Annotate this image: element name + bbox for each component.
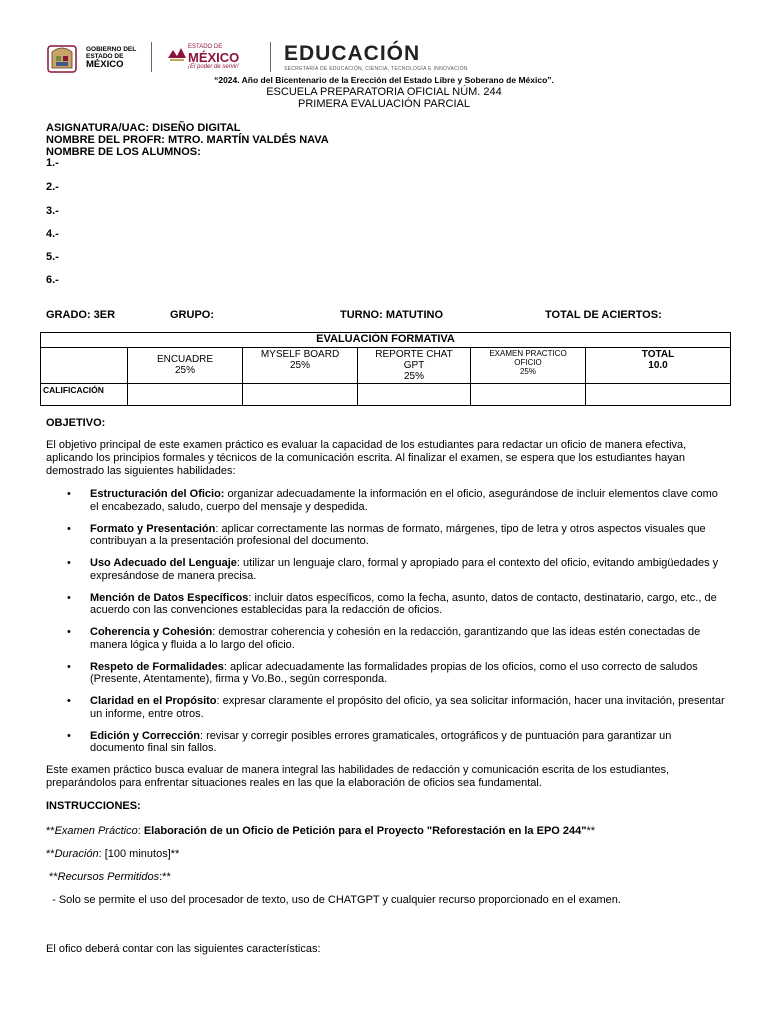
grade-cell[interactable]: [128, 384, 243, 406]
bullet-title: Edición y Corrección: [90, 729, 201, 742]
resources-label: Recursos Permitidos: [57, 871, 160, 883]
table-header-total: [586, 348, 731, 384]
objective-closing: Este examen práctico busca evaluar de manera integral las habilidades de redacción y comunicación escrita de los estudiantes, preparándolos para enfrentar situaciones reales en las que la elaboración de oficios sea fundamental.: [46, 764, 670, 789]
header-logos: [46, 40, 736, 76]
exam-title-text: Elaboración de un Oficio de Petición para el Proyecto "Reforestación en la EPO 244": [143, 825, 587, 837]
table-header-encuadre: [128, 348, 243, 384]
student-slot: 2.-: [46, 181, 59, 193]
student-slot: 6.-: [46, 274, 59, 286]
evaluation-table-title: EVALUACIÓN FORMATIVA: [41, 333, 731, 348]
table-header-reporte-chatgpt: [358, 348, 471, 384]
bullet-text: : demostrar coherencia y cohesión en la redacción, garantizando que las ideas estén conectadas de manera lógica y fluida a lo largo del oficio.: [90, 626, 701, 651]
exam-label: Examen Práctico: [54, 825, 138, 837]
separator: :: [137, 825, 144, 837]
bullet-text: : incluir datos específicos, como la fecha, asunto, datos de contacto, destinatario, cargo, etc., de acuerdo con las convenciones establecidas para la redacción de oficios.: [90, 591, 717, 616]
gov-line-1: GOBIERNO DEL: [86, 46, 137, 53]
column-name: REPORTE CHAT GPT: [375, 349, 453, 371]
resources-line: [46, 871, 726, 884]
duration-value: : [100 minutos]**: [98, 848, 180, 860]
student-slot: 3.-: [46, 205, 59, 217]
logo-divider: [151, 42, 152, 72]
education-title: EDUCACIÓN: [284, 42, 421, 65]
bullet-text: : expresar claramente el propósito del oficio, ya sea solicitar información, hacer una invitación, presentar un informe, entre otros.: [90, 695, 725, 720]
row-label-calificacion: CALIFICACIÓN: [41, 384, 128, 406]
bullet-title: Claridad en el Propósito: [90, 695, 217, 707]
list-item: [46, 523, 726, 548]
student-slot: 1.-: [46, 157, 59, 169]
bullet-title: Estructuración del Oficio:: [90, 488, 225, 500]
exam-title: PRIMERA EVALUACIÓN PARCIAL: [298, 98, 470, 110]
student-slot: 5.-: [46, 251, 59, 263]
shift-label: TURNO: MATUTINO: [340, 309, 444, 321]
students-label: NOMBRE DE LOS ALUMNOS:: [46, 146, 201, 158]
column-percent: 25%: [289, 360, 310, 371]
subject-line: ASIGNATURA/UAC: DISEÑO DIGITAL: [46, 122, 241, 134]
evaluation-table: [40, 332, 731, 406]
list-item: [46, 730, 726, 755]
column-percent: 25%: [403, 371, 424, 382]
list-item: [46, 592, 726, 617]
government-name: [86, 46, 136, 70]
bullet-text: : utilizar un lenguaje claro, formal y apropiado para el contexto del oficio, evitando ambigüedades y expresándose de manera precisa.: [90, 557, 719, 582]
column-name: ENCUADRE: [156, 354, 214, 365]
table-header-examen-practico: [471, 348, 586, 384]
education-subtitle: SECRETARÍA DE EDUCACIÓN, CIENCIA, TECNOLOGÍA E INNOVACIÓN: [284, 66, 468, 72]
bullet-title: Mención de Datos Específicos: [90, 591, 249, 604]
edomex-slogan: ¡El poder de servir!: [188, 64, 239, 70]
bullet-text: organizar adecuadamente la información en el oficio, asegurándose de incluir elementos clave como el encabezado, saludo, cuerpo del mensaje y despedida.: [90, 488, 718, 513]
group-label: GRUPO:: [170, 309, 214, 321]
year-motto: “2024. Año del Bicentenario de la Erección del Estado Libre y Soberano de México”.: [214, 75, 554, 85]
edomex-logo-icon: [166, 44, 188, 66]
column-percent: 25%: [174, 365, 195, 376]
bullet-title: Coherencia y Cohesión: [90, 626, 213, 638]
list-item: [46, 661, 726, 686]
column-value: 10.0: [648, 360, 668, 371]
list-item: [46, 695, 726, 720]
column-name: MYSELF BOARD: [260, 349, 340, 360]
logo-divider: [270, 42, 271, 72]
grade-cell[interactable]: [586, 384, 731, 406]
teacher-line: NOMBRE DEL PROFR: MTRO. MARTÍN VALDÉS NAVA: [46, 134, 329, 146]
skills-list: [46, 488, 726, 764]
table-header-myself-board: [243, 348, 358, 384]
bullet-text: : aplicar correctamente las normas de formato, márgenes, tipo de letra y otros aspectos visuales que contribuyan a la presentación profesional del documento.: [90, 522, 706, 547]
bullet-text: : revisar y corregir posibles errores gramaticales, ortográficos y de puntuación para garantizar un documento final sin fallos.: [90, 729, 672, 754]
final-line: El ofico deberá contar con las siguientes características:: [46, 943, 321, 955]
objective-intro: El objetivo principal de este examen práctico es evaluar la capacidad de los estudiantes para redactar un oficio de manera efectiva, aplicando los principios formales y técnicos de la comunicación escrita. Al finalizar el examen, se espera que los estudiantes hayan demostrado las siguientes habilidades:: [46, 439, 687, 477]
bullet-title: Uso Adecuado del Lenguaje: [90, 557, 237, 569]
grade-label: GRADO: 3ER: [46, 309, 116, 321]
markdown-marker: **: [46, 871, 58, 883]
column-percent: 25%: [519, 367, 536, 376]
edomex-brand: [188, 44, 239, 71]
grade-cell[interactable]: [358, 384, 471, 406]
exam-practico-line: [46, 825, 726, 838]
gov-line-3: MÉXICO: [86, 59, 124, 70]
gov-line-2: ESTADO DE: [86, 53, 124, 60]
student-slot: 4.-: [46, 228, 59, 240]
objective-heading: OBJETIVO:: [46, 417, 106, 429]
bullet-title: Formato y Presentación: [90, 522, 216, 535]
column-name: EXAMEN PRACTICO OFICIO: [489, 349, 567, 367]
markdown-marker: **: [586, 825, 596, 837]
markdown-marker: **: [46, 825, 55, 837]
state-seal-icon: [46, 42, 78, 74]
total-hits-label: TOTAL DE ACIERTOS:: [545, 309, 662, 321]
bullet-title: Respeto de Formalidades: [90, 660, 224, 673]
resources-item: - Solo se permite el uso del procesador de texto, uso de CHATGPT y cualquier recurso proporcionado en el examen.: [46, 894, 621, 906]
edomex-name: MÉXICO: [188, 50, 240, 65]
grade-cell[interactable]: [471, 384, 586, 406]
grade-cell[interactable]: [243, 384, 358, 406]
edomex-small: ESTADO DE: [188, 44, 223, 50]
markdown-marker: :**: [159, 871, 171, 883]
bullet-text: : aplicar adecuadamente las formalidades propias de los oficios, como el uso correcto de saludos (Presente, Atentamente), firma y Vo.Bo., según corresponda.: [90, 660, 698, 685]
column-name: TOTAL: [641, 349, 675, 360]
markdown-marker: **: [46, 848, 55, 860]
duration-line: [46, 848, 726, 861]
list-item: [46, 557, 726, 582]
list-item: [46, 488, 726, 513]
instructions-heading: INSTRUCCIONES:: [46, 800, 141, 812]
school-name: ESCUELA PREPARATORIA OFICIAL NÚM. 244: [266, 86, 502, 98]
duration-label: Duración: [54, 848, 99, 860]
list-item: [46, 626, 726, 651]
table-cell-empty: [41, 348, 128, 384]
